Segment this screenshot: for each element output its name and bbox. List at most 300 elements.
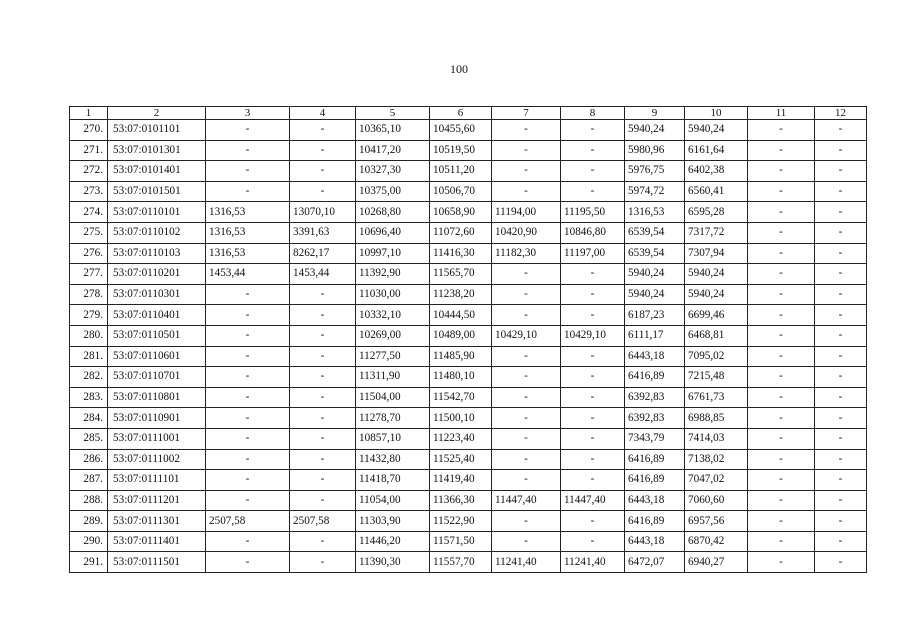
table-cell: - bbox=[290, 387, 356, 408]
table-cell: - bbox=[290, 140, 356, 161]
table-cell: 5974,72 bbox=[625, 181, 685, 202]
table-cell: - bbox=[290, 181, 356, 202]
table-cell: 11194,00 bbox=[492, 202, 561, 223]
table-row bbox=[70, 181, 867, 202]
table-cell: 6957,56 bbox=[685, 511, 748, 532]
page-number: 100 bbox=[450, 62, 468, 76]
table-cell: 11500,10 bbox=[430, 408, 492, 429]
table-cell: 53:07:0101101 bbox=[108, 120, 206, 141]
table-cell: 11447,40 bbox=[492, 490, 561, 511]
table-cell: 2507,58 bbox=[206, 511, 290, 532]
table-cell: - bbox=[206, 408, 290, 429]
table-cell: 11390,30 bbox=[356, 552, 430, 573]
table-cell: - bbox=[815, 470, 867, 491]
table-cell: 287. bbox=[70, 470, 108, 491]
table-cell: - bbox=[290, 161, 356, 182]
table-cell: 11197,00 bbox=[561, 243, 625, 264]
table-cell: 6940,27 bbox=[685, 552, 748, 573]
table-cell: 6472,07 bbox=[625, 552, 685, 573]
table-cell: 1316,53 bbox=[206, 222, 290, 243]
table-cell: 11072,60 bbox=[430, 222, 492, 243]
table-cell: - bbox=[815, 367, 867, 388]
table-cell: 53:07:0101501 bbox=[108, 181, 206, 202]
table-row bbox=[70, 531, 867, 552]
table-cell: - bbox=[561, 531, 625, 552]
table-cell: 11432,80 bbox=[356, 449, 430, 470]
table-cell: - bbox=[290, 367, 356, 388]
table-cell: - bbox=[748, 305, 815, 326]
table-cell: 278. bbox=[70, 284, 108, 305]
table-cell: 285. bbox=[70, 428, 108, 449]
table-cell: 11241,40 bbox=[561, 552, 625, 573]
table-cell: 8262,17 bbox=[290, 243, 356, 264]
table-cell: 10846,80 bbox=[561, 222, 625, 243]
table-cell: 5940,24 bbox=[625, 284, 685, 305]
table-cell: - bbox=[561, 305, 625, 326]
table-cell: 11195,50 bbox=[561, 202, 625, 223]
table-cell: - bbox=[206, 181, 290, 202]
table-row bbox=[70, 305, 867, 326]
table-cell: 53:07:0111201 bbox=[108, 490, 206, 511]
table-cell: - bbox=[561, 120, 625, 141]
table-cell: 1453,44 bbox=[206, 264, 290, 285]
table-cell: - bbox=[206, 531, 290, 552]
table-cell: 7095,02 bbox=[685, 346, 748, 367]
table-cell: - bbox=[748, 120, 815, 141]
table-cell: - bbox=[492, 161, 561, 182]
table-cell: 10365,10 bbox=[356, 120, 430, 141]
table-row bbox=[70, 490, 867, 511]
table-cell: - bbox=[290, 120, 356, 141]
table-cell: - bbox=[815, 305, 867, 326]
table-cell: - bbox=[815, 181, 867, 202]
table-cell: 53:07:0110901 bbox=[108, 408, 206, 429]
table-cell: - bbox=[748, 346, 815, 367]
table-cell: 7215,48 bbox=[685, 367, 748, 388]
table-cell: 6539,54 bbox=[625, 243, 685, 264]
table-cell: 53:07:0111501 bbox=[108, 552, 206, 573]
table-cell: - bbox=[492, 531, 561, 552]
table-cell: - bbox=[206, 387, 290, 408]
table-cell: - bbox=[206, 470, 290, 491]
table-cell: 53:07:0111401 bbox=[108, 531, 206, 552]
table-row bbox=[70, 202, 867, 223]
column-header: 1 bbox=[70, 107, 108, 120]
table-cell: 290. bbox=[70, 531, 108, 552]
table-cell: 5976,75 bbox=[625, 161, 685, 182]
table-cell: - bbox=[492, 387, 561, 408]
table-cell: 283. bbox=[70, 387, 108, 408]
table-cell: 277. bbox=[70, 264, 108, 285]
table-row bbox=[70, 470, 867, 491]
table-cell: 11416,30 bbox=[430, 243, 492, 264]
table-cell: 10268,80 bbox=[356, 202, 430, 223]
table-cell: 6187,23 bbox=[625, 305, 685, 326]
table-cell: 11571,50 bbox=[430, 531, 492, 552]
table-cell: - bbox=[748, 140, 815, 161]
table-cell: - bbox=[561, 367, 625, 388]
table-cell: 10429,10 bbox=[492, 325, 561, 346]
table-cell: - bbox=[815, 428, 867, 449]
table-cell: - bbox=[290, 470, 356, 491]
table-cell: 274. bbox=[70, 202, 108, 223]
table-cell: - bbox=[561, 470, 625, 491]
column-header: 2 bbox=[108, 107, 206, 120]
table-cell: 271. bbox=[70, 140, 108, 161]
table-cell: 53:07:0111002 bbox=[108, 449, 206, 470]
table-cell: - bbox=[561, 284, 625, 305]
table-cell: - bbox=[815, 387, 867, 408]
table-cell: 6416,89 bbox=[625, 511, 685, 532]
table-cell: - bbox=[206, 161, 290, 182]
table-cell: - bbox=[748, 408, 815, 429]
table-cell: 6443,18 bbox=[625, 346, 685, 367]
table-cell: 5940,24 bbox=[625, 264, 685, 285]
table-cell: 6443,18 bbox=[625, 490, 685, 511]
table-cell: - bbox=[492, 449, 561, 470]
table-cell: 6416,89 bbox=[625, 470, 685, 491]
table-cell: 10327,30 bbox=[356, 161, 430, 182]
table-row bbox=[70, 325, 867, 346]
table-row bbox=[70, 161, 867, 182]
table-cell: 10658,90 bbox=[430, 202, 492, 223]
table-body bbox=[70, 120, 867, 573]
table-cell: 10375,00 bbox=[356, 181, 430, 202]
table-cell: - bbox=[815, 161, 867, 182]
table-cell: 53:07:0110701 bbox=[108, 367, 206, 388]
column-header: 6 bbox=[430, 107, 492, 120]
table-cell: - bbox=[815, 408, 867, 429]
table-cell: 10420,90 bbox=[492, 222, 561, 243]
table-cell: 10997,10 bbox=[356, 243, 430, 264]
table-cell: - bbox=[748, 470, 815, 491]
table-cell: 53:07:0101401 bbox=[108, 161, 206, 182]
table-cell: 281. bbox=[70, 346, 108, 367]
table-cell: 275. bbox=[70, 222, 108, 243]
table-cell: - bbox=[815, 552, 867, 573]
table-cell: 11278,70 bbox=[356, 408, 430, 429]
table-cell: 11418,70 bbox=[356, 470, 430, 491]
table-cell: 53:07:0110301 bbox=[108, 284, 206, 305]
table-cell: - bbox=[492, 408, 561, 429]
table-cell: 10455,60 bbox=[430, 120, 492, 141]
table-cell: - bbox=[206, 490, 290, 511]
table-cell: - bbox=[290, 449, 356, 470]
table-cell: 7414,03 bbox=[685, 428, 748, 449]
table-cell: - bbox=[815, 284, 867, 305]
table-cell: - bbox=[561, 181, 625, 202]
table-cell: - bbox=[492, 181, 561, 202]
table-cell: - bbox=[290, 325, 356, 346]
table-cell: - bbox=[815, 325, 867, 346]
table-cell: - bbox=[561, 408, 625, 429]
table-cell: - bbox=[206, 449, 290, 470]
table-cell: 53:07:0110101 bbox=[108, 202, 206, 223]
table-cell: - bbox=[815, 243, 867, 264]
table-cell: - bbox=[206, 305, 290, 326]
table-cell: - bbox=[815, 222, 867, 243]
column-header: 8 bbox=[561, 107, 625, 120]
table-cell: 6443,18 bbox=[625, 531, 685, 552]
table-cell: - bbox=[748, 490, 815, 511]
table-cell: 7317,72 bbox=[685, 222, 748, 243]
table-cell: 11303,90 bbox=[356, 511, 430, 532]
table-cell: - bbox=[748, 428, 815, 449]
table-cell: 6560,41 bbox=[685, 181, 748, 202]
table-cell: 10519,50 bbox=[430, 140, 492, 161]
table-cell: 11480,10 bbox=[430, 367, 492, 388]
table-cell: - bbox=[748, 181, 815, 202]
table-cell: 6988,85 bbox=[685, 408, 748, 429]
table-cell: 272. bbox=[70, 161, 108, 182]
table-cell: 11446,20 bbox=[356, 531, 430, 552]
table-cell: 53:07:0111001 bbox=[108, 428, 206, 449]
table-cell: 53:07:0110401 bbox=[108, 305, 206, 326]
column-header: 10 bbox=[685, 107, 748, 120]
table-cell: - bbox=[206, 325, 290, 346]
table-cell: 53:07:0111101 bbox=[108, 470, 206, 491]
table-cell: - bbox=[815, 202, 867, 223]
table-cell: 5940,24 bbox=[685, 284, 748, 305]
table-cell: - bbox=[290, 428, 356, 449]
table-cell: - bbox=[492, 305, 561, 326]
table-cell: - bbox=[748, 511, 815, 532]
table-cell: 11366,30 bbox=[430, 490, 492, 511]
table-cell: 53:07:0101301 bbox=[108, 140, 206, 161]
column-header: 9 bbox=[625, 107, 685, 120]
table-cell: - bbox=[206, 284, 290, 305]
table-cell: - bbox=[748, 531, 815, 552]
table-cell: 5940,24 bbox=[685, 264, 748, 285]
column-header: 12 bbox=[815, 107, 867, 120]
table-row bbox=[70, 552, 867, 573]
table-cell: 11557,70 bbox=[430, 552, 492, 573]
table-row bbox=[70, 284, 867, 305]
table-cell: - bbox=[206, 552, 290, 573]
table-cell: 10417,20 bbox=[356, 140, 430, 161]
table-cell: - bbox=[206, 120, 290, 141]
table-cell: - bbox=[492, 428, 561, 449]
table-cell: 53:07:0110801 bbox=[108, 387, 206, 408]
table-cell: - bbox=[815, 264, 867, 285]
table-cell: - bbox=[492, 367, 561, 388]
table-cell: 6870,42 bbox=[685, 531, 748, 552]
table-cell: 10857,10 bbox=[356, 428, 430, 449]
table-cell: - bbox=[206, 428, 290, 449]
table-cell: 6392,83 bbox=[625, 387, 685, 408]
table-row bbox=[70, 449, 867, 470]
table-cell: 1453,44 bbox=[290, 264, 356, 285]
table-row bbox=[70, 222, 867, 243]
table-cell: - bbox=[290, 305, 356, 326]
table-cell: - bbox=[748, 387, 815, 408]
table-cell: 11311,90 bbox=[356, 367, 430, 388]
data-table bbox=[69, 106, 867, 573]
table-cell: - bbox=[561, 161, 625, 182]
table-cell: 5940,24 bbox=[625, 120, 685, 141]
table-cell: 280. bbox=[70, 325, 108, 346]
table-cell: 11030,00 bbox=[356, 284, 430, 305]
column-header: 7 bbox=[492, 107, 561, 120]
table-cell: - bbox=[815, 511, 867, 532]
table-cell: 6416,89 bbox=[625, 367, 685, 388]
table-cell: 11525,40 bbox=[430, 449, 492, 470]
table-cell: - bbox=[748, 552, 815, 573]
table-cell: 288. bbox=[70, 490, 108, 511]
table-cell: - bbox=[815, 120, 867, 141]
table-cell: 53:07:0110501 bbox=[108, 325, 206, 346]
table-cell: 6161,64 bbox=[685, 140, 748, 161]
table-cell: 282. bbox=[70, 367, 108, 388]
table-row bbox=[70, 408, 867, 429]
table-row bbox=[70, 387, 867, 408]
table-row bbox=[70, 511, 867, 532]
table-cell: 11223,40 bbox=[430, 428, 492, 449]
table-cell: 11565,70 bbox=[430, 264, 492, 285]
table-cell: 7047,02 bbox=[685, 470, 748, 491]
table-cell: - bbox=[561, 428, 625, 449]
table-cell: - bbox=[492, 120, 561, 141]
table-cell: 7060,60 bbox=[685, 490, 748, 511]
table-cell: 7343,79 bbox=[625, 428, 685, 449]
table-cell: - bbox=[815, 346, 867, 367]
table-row bbox=[70, 243, 867, 264]
table-cell: - bbox=[561, 387, 625, 408]
table-row bbox=[70, 264, 867, 285]
table-cell: 6111,17 bbox=[625, 325, 685, 346]
table-cell: 279. bbox=[70, 305, 108, 326]
table-cell: - bbox=[815, 531, 867, 552]
table-cell: 13070,10 bbox=[290, 202, 356, 223]
table-cell: 1316,53 bbox=[206, 243, 290, 264]
table-cell: 2507,58 bbox=[290, 511, 356, 532]
table-row bbox=[70, 120, 867, 141]
table-cell: - bbox=[492, 470, 561, 491]
table-cell: - bbox=[492, 140, 561, 161]
column-header: 3 bbox=[206, 107, 290, 120]
table-cell: 10332,10 bbox=[356, 305, 430, 326]
table-cell: 11392,90 bbox=[356, 264, 430, 285]
table-cell: 6539,54 bbox=[625, 222, 685, 243]
table-cell: 7307,94 bbox=[685, 243, 748, 264]
table-cell: 6761,73 bbox=[685, 387, 748, 408]
table-row bbox=[70, 367, 867, 388]
table-cell: - bbox=[748, 202, 815, 223]
column-header: 5 bbox=[356, 107, 430, 120]
table-cell: - bbox=[492, 264, 561, 285]
table-cell: 11419,40 bbox=[430, 470, 492, 491]
table-cell: 6699,46 bbox=[685, 305, 748, 326]
table-cell: - bbox=[206, 346, 290, 367]
table-cell: 289. bbox=[70, 511, 108, 532]
table-cell: 284. bbox=[70, 408, 108, 429]
table-cell: 11238,20 bbox=[430, 284, 492, 305]
table-cell: 5940,24 bbox=[685, 120, 748, 141]
table-cell: 53:07:0111301 bbox=[108, 511, 206, 532]
table-cell: - bbox=[492, 511, 561, 532]
table-cell: 10511,20 bbox=[430, 161, 492, 182]
header-row bbox=[70, 107, 867, 120]
table-cell: - bbox=[290, 346, 356, 367]
table-cell: - bbox=[815, 140, 867, 161]
table-cell: 10506,70 bbox=[430, 181, 492, 202]
column-header: 4 bbox=[290, 107, 356, 120]
table-cell: - bbox=[492, 346, 561, 367]
table-cell: - bbox=[290, 531, 356, 552]
table-cell: 6468,81 bbox=[685, 325, 748, 346]
table-cell: 1316,53 bbox=[625, 202, 685, 223]
table-cell: 7138,02 bbox=[685, 449, 748, 470]
table-cell: - bbox=[492, 284, 561, 305]
table-cell: 3391,63 bbox=[290, 222, 356, 243]
table-cell: 53:07:0110601 bbox=[108, 346, 206, 367]
table-cell: 53:07:0110102 bbox=[108, 222, 206, 243]
table-cell: - bbox=[748, 243, 815, 264]
table-cell: 53:07:0110103 bbox=[108, 243, 206, 264]
table-cell: - bbox=[561, 140, 625, 161]
table-cell: 11522,90 bbox=[430, 511, 492, 532]
table-cell: - bbox=[815, 449, 867, 470]
table-cell: 11447,40 bbox=[561, 490, 625, 511]
table-row bbox=[70, 346, 867, 367]
table-cell: 11277,50 bbox=[356, 346, 430, 367]
table-cell: - bbox=[561, 449, 625, 470]
table-cell: 5980,96 bbox=[625, 140, 685, 161]
table-cell: 6595,28 bbox=[685, 202, 748, 223]
table-cell: - bbox=[748, 284, 815, 305]
table-cell: 10269,00 bbox=[356, 325, 430, 346]
table-cell: - bbox=[206, 367, 290, 388]
table-cell: 11542,70 bbox=[430, 387, 492, 408]
table-cell: 1316,53 bbox=[206, 202, 290, 223]
table-cell: 11241,40 bbox=[492, 552, 561, 573]
table-cell: - bbox=[561, 346, 625, 367]
table-cell: - bbox=[290, 408, 356, 429]
table-cell: 11485,90 bbox=[430, 346, 492, 367]
table-cell: - bbox=[815, 490, 867, 511]
column-header: 11 bbox=[748, 107, 815, 120]
table-cell: 273. bbox=[70, 181, 108, 202]
table-cell: 6416,89 bbox=[625, 449, 685, 470]
table-cell: 291. bbox=[70, 552, 108, 573]
table-cell: - bbox=[748, 161, 815, 182]
table-cell: 10696,40 bbox=[356, 222, 430, 243]
table-cell: 10489,00 bbox=[430, 325, 492, 346]
table-cell: - bbox=[206, 140, 290, 161]
table-cell: - bbox=[748, 264, 815, 285]
table-cell: - bbox=[290, 284, 356, 305]
table-cell: 270. bbox=[70, 120, 108, 141]
table-cell: - bbox=[748, 367, 815, 388]
table-cell: - bbox=[748, 325, 815, 346]
table-cell: 10444,50 bbox=[430, 305, 492, 326]
table-cell: 11054,00 bbox=[356, 490, 430, 511]
table-cell: 10429,10 bbox=[561, 325, 625, 346]
table-row bbox=[70, 428, 867, 449]
table-cell: 6392,83 bbox=[625, 408, 685, 429]
table-cell: 11504,00 bbox=[356, 387, 430, 408]
table-cell: 6402,38 bbox=[685, 161, 748, 182]
table-cell: - bbox=[561, 264, 625, 285]
table-cell: - bbox=[290, 552, 356, 573]
table-cell: 286. bbox=[70, 449, 108, 470]
table-cell: - bbox=[290, 490, 356, 511]
table-cell: - bbox=[561, 511, 625, 532]
table-cell: - bbox=[748, 222, 815, 243]
table-cell: 11182,30 bbox=[492, 243, 561, 264]
table-cell: - bbox=[748, 449, 815, 470]
table-cell: 276. bbox=[70, 243, 108, 264]
